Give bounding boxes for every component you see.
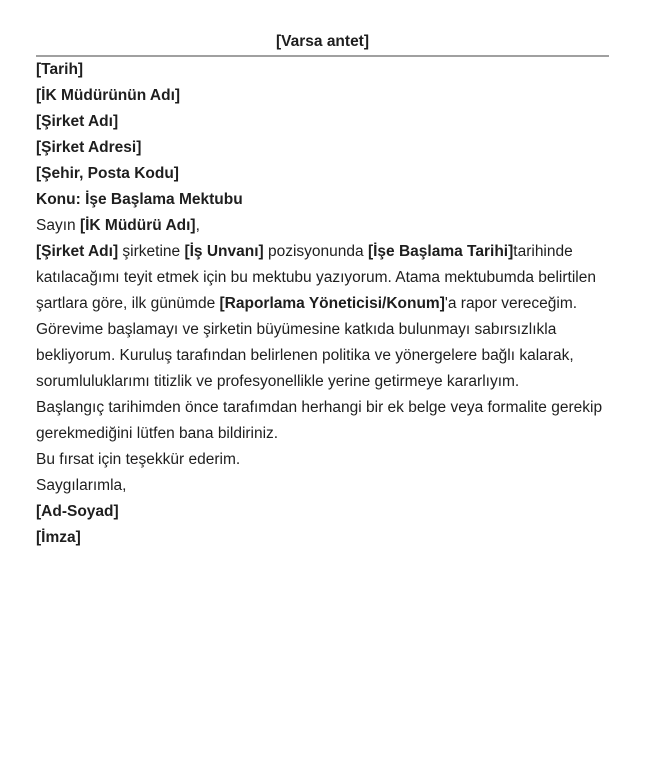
letterhead-placeholder: [Varsa antet] xyxy=(275,33,370,50)
text-segment: Görevime başlamayı ve şirketin büyümesine katkıda bulunmayı sabırsızlıkla bekliyorum. Kuruluş tarafından belirlenen politika ve yönergelere bağlı kalarak, sorumluluklarımı titizlik ve profesyonellikle yerine getirmeye kararlıyım. xyxy=(36,321,574,390)
recipient-line-company-name: [Şirket Adı] xyxy=(36,113,119,130)
placeholder-text: [Raporlama Yöneticisi/Konum] xyxy=(219,295,445,312)
recipient-line-hr-manager: [İK Müdürünün Adı] xyxy=(36,87,181,104)
text-segment: şirketine xyxy=(118,243,185,260)
signature-placeholder: [İmza] xyxy=(36,529,81,546)
text-segment: pozisyonunda xyxy=(263,243,368,260)
text-segment: 'a rapor vereceğim. xyxy=(444,295,578,312)
recipient-block xyxy=(36,83,609,187)
text-segment: tarihinde katılacağımı teyit etmek için bu mektubu yazıyorum. Atama mektubumda belirtilen şartlara göre, ilk günümde xyxy=(36,243,596,312)
placeholder-text: [İş Unvanı] xyxy=(184,243,264,260)
placeholder-text: [Şirket Adı] xyxy=(36,243,119,260)
date-placeholder: [Tarih] xyxy=(36,61,84,78)
recipient-line-company-address: [Şirket Adresi] xyxy=(36,139,142,156)
placeholder-text: [İşe Başlama Tarihi] xyxy=(367,243,514,260)
closing-salute: Saygılarımla, xyxy=(36,477,127,494)
body-paragraph-thanks xyxy=(36,447,609,473)
placeholder-text: [İK Müdürü Adı] xyxy=(79,217,196,234)
closing-block xyxy=(36,473,609,551)
subject-line: Konu: İşe Başlama Mektubu xyxy=(36,191,243,208)
text-segment: Başlangıç tarihimden önce tarafımdan herhangi bir ek belge veya formalite gerekip gerekmediğini lütfen bana bildiriniz. xyxy=(36,399,603,442)
signature-name-placeholder: [Ad-Soyad] xyxy=(36,503,119,520)
recipient-line-city-postal: [Şehir, Posta Kodu] xyxy=(36,165,179,182)
body-paragraph-confirmation xyxy=(36,239,609,317)
text-segment: Bu fırsat için teşekkür ederim. xyxy=(36,451,241,468)
text-segment: Sayın xyxy=(36,217,80,234)
text-segment: , xyxy=(195,217,200,234)
body-paragraph-commitment xyxy=(36,317,609,395)
salutation xyxy=(36,213,609,239)
body-paragraph-formalities xyxy=(36,395,609,447)
